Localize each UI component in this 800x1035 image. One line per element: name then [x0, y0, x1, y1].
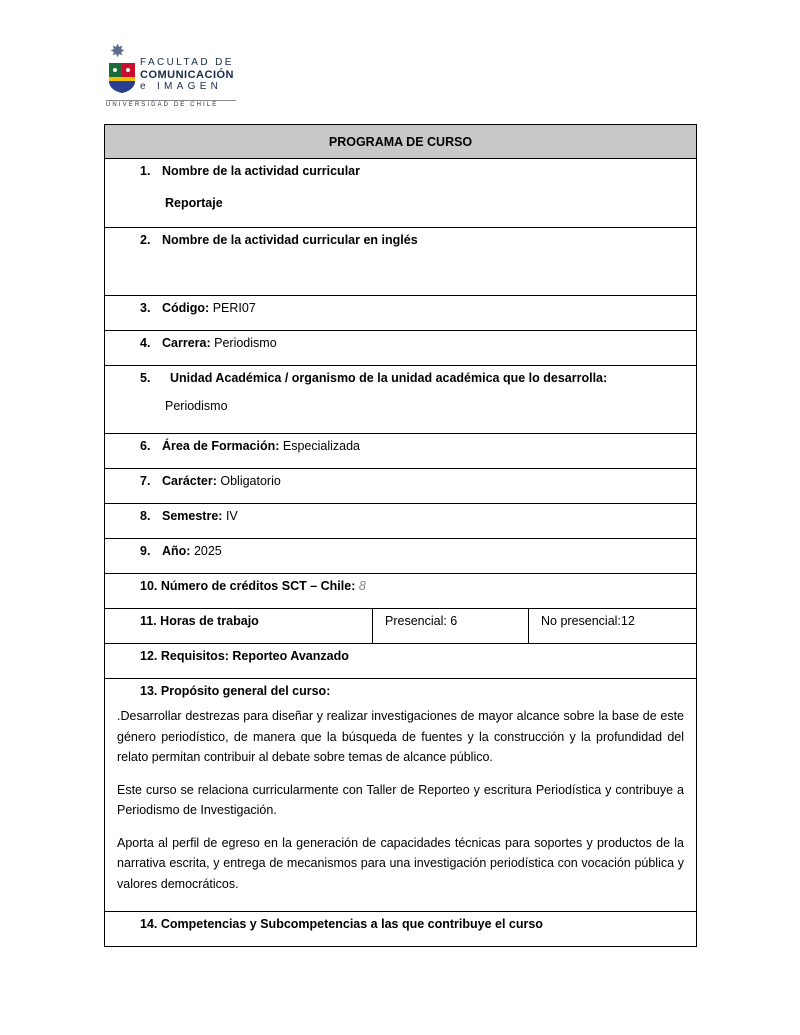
value-creditos: 8 — [358, 579, 366, 593]
item-number: 5. — [140, 371, 151, 385]
row-7 — [105, 469, 697, 504]
label-nombre-ingles: Nombre de la actividad curricular en inglés — [162, 233, 418, 247]
item-number: 11. — [140, 614, 157, 628]
value-caracter: Obligatorio — [220, 474, 281, 488]
label-area: Área de Formación: — [162, 439, 280, 453]
row-10 — [105, 574, 697, 609]
faculty-logo — [106, 42, 246, 112]
row-12 — [105, 644, 697, 679]
value-carrera: Periodismo — [214, 336, 277, 350]
row-6 — [105, 434, 697, 469]
row-1 — [105, 159, 697, 228]
logo-line1: FACULTAD DE — [140, 57, 234, 68]
label-semestre: Semestre: — [162, 509, 223, 523]
value-ano: 2025 — [193, 544, 222, 558]
item-number: 2. — [140, 233, 151, 247]
value-codigo: PERI07 — [212, 301, 256, 315]
university-shield-icon — [108, 62, 136, 94]
item-number: 4. — [140, 336, 151, 350]
row-9 — [105, 539, 697, 574]
proposito-paragraph-1: .Desarrollar destrezas para diseñar y realizar investigaciones de mayor alcance sobre la base de este género periodístico, de manera que la búsqueda de fuentes y la construcción y la profundidad del relato permitan contribuir al debate sobre temas de alcance público. — [117, 709, 685, 764]
label-horas: Horas de trabajo — [160, 614, 259, 628]
label-codigo: Código: — [162, 301, 210, 315]
value-area: Especializada — [282, 439, 361, 453]
row-11 — [105, 609, 697, 644]
label-requisitos: Requisitos: Reporteo Avanzado — [160, 649, 349, 663]
row-4 — [105, 331, 697, 366]
label-carrera: Carrera: — [162, 336, 211, 350]
row-3 — [105, 296, 697, 331]
value-no-presencial: No presencial:12 — [529, 609, 697, 644]
item-number: 14. — [140, 917, 158, 931]
row-2 — [105, 228, 697, 296]
label-nombre: Nombre de la actividad curricular — [162, 164, 360, 178]
item-number: 9. — [140, 544, 151, 558]
item-number: 10. — [140, 579, 158, 593]
value-unidad: Periodismo — [165, 399, 228, 413]
label-caracter: Carácter: — [162, 474, 217, 488]
logo-university: UNIVERSIDAD DE CHILE — [106, 102, 219, 108]
program-table — [104, 124, 697, 947]
item-number: 13. — [140, 684, 158, 698]
program-title: PROGRAMA DE CURSO — [105, 125, 697, 159]
star-icon: ✸ — [110, 41, 126, 61]
value-semestre: IV — [225, 509, 238, 523]
label-ano: Año: — [162, 544, 191, 558]
row-14 — [105, 912, 697, 947]
logo-line2: COMUNICACIÓN — [140, 69, 234, 81]
item-number: 1. — [140, 164, 151, 178]
item-number: 3. — [140, 301, 151, 315]
item-number: 7. — [140, 474, 151, 488]
label-competencias: Competencias y Subcompetencias a las que contribuye el curso — [160, 917, 543, 931]
label-unidad: Unidad Académica / organismo de la unidad académica que lo desarrolla: — [170, 371, 608, 385]
row-8 — [105, 504, 697, 539]
row-13 — [105, 679, 697, 912]
item-number: 6. — [140, 439, 151, 453]
item-number: 12. — [140, 649, 158, 663]
logo-line3: e IMAGEN — [140, 81, 223, 92]
item-number: 8. — [140, 509, 151, 523]
proposito-paragraph-3: Aporta al perfil de egreso en la generación de capacidades técnicas para soportes y productos de la narrativa escrita, y entrega de mecanismos para una investigación periodística con vocación pública y valores democráticos. — [117, 835, 685, 891]
logo-divider — [106, 100, 236, 101]
value-presencial: Presencial: 6 — [373, 609, 529, 644]
proposito-paragraph-2: Este curso se relaciona curricularmente con Taller de Reporteo y escritura Periodística y contribuye a Periodismo de Investigación. — [117, 782, 685, 817]
label-creditos: Número de créditos SCT – Chile: — [160, 579, 356, 593]
value-nombre: Reportaje — [165, 196, 223, 210]
label-proposito: Propósito general del curso: — [160, 684, 331, 698]
row-5 — [105, 366, 697, 434]
